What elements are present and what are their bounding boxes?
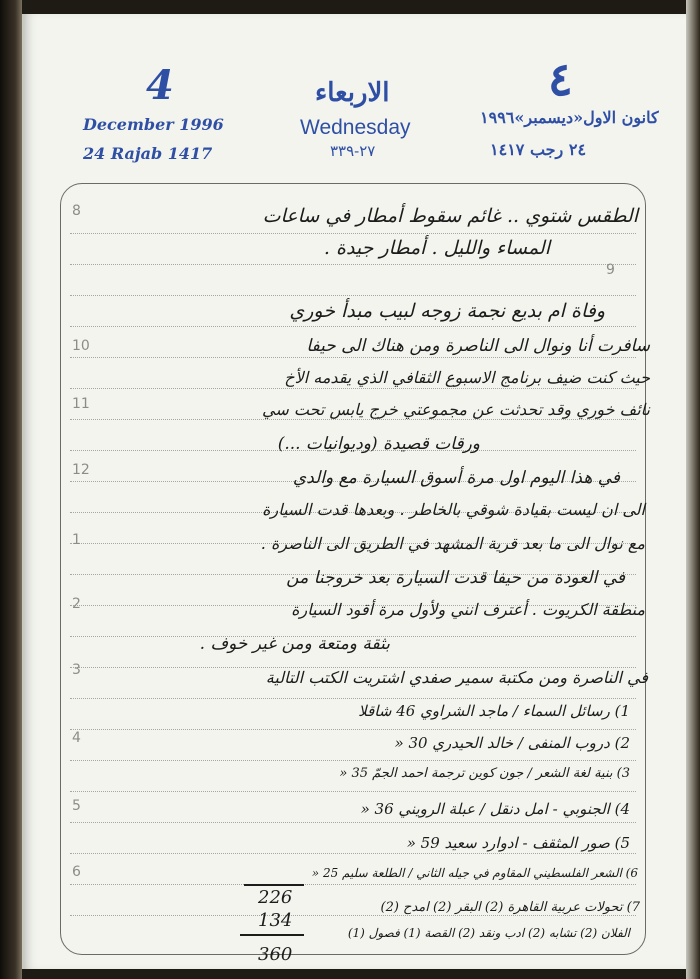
ruled-line [70, 853, 636, 854]
day-number: 4 [146, 62, 174, 109]
book-list-item: 1) رسائل السماء / ماجد الشراوي 46 شاقلا [358, 702, 630, 720]
handwritten-line: ورقات قصيدة (وديوانيات ...) [277, 434, 480, 454]
book-list-item: 5) صور المثقف - ادوارد سعيد 59 « [406, 834, 630, 852]
sum-underline [244, 884, 304, 886]
ruled-line [70, 419, 636, 420]
handwritten-line: بثقة ومتعة ومن غير خوف . [199, 634, 390, 654]
day-number-arabic: ٤ [548, 52, 573, 106]
book-list-item: 2) دروب المنفى / خالد الحيدري 30 « [394, 734, 630, 752]
subtotal-value: 226 [258, 887, 293, 908]
ruled-line [70, 760, 636, 761]
ruled-line [70, 791, 636, 792]
ruled-line [70, 233, 636, 234]
total-value: 360 [258, 944, 293, 965]
hour-label: 6 [72, 864, 81, 880]
book-list-item: 4) الجنوبي - امل دنقل / عبلة الرويني 36 « [360, 800, 630, 818]
book-list-item: الفلان (2) تشابه (2) ادب ونقد (2) القصة (1) فصول (1) [347, 926, 630, 940]
handwritten-line: منطقة الكريوت . أعترف انني ولأول مرة أقود السيارة [291, 600, 645, 619]
ruled-line [70, 915, 636, 916]
hour-label: 1 [72, 532, 81, 548]
ruled-line [70, 698, 636, 699]
hour-label: 12 [72, 462, 90, 478]
book-list-item: 3) بنية لغة الشعر / جون كوين ترجمة احمد الجمّ 35 « [339, 766, 630, 781]
handwritten-line: حيث كنت ضيف برنامج الاسبوع الثقافي الذي يقدمه الأخ [284, 368, 650, 387]
weekday-english: Wednesday [300, 116, 411, 139]
hour-label: 11 [72, 396, 90, 412]
hour-label: 5 [72, 798, 81, 814]
hour-label: 2 [72, 596, 81, 612]
handwritten-line: سافرت أنا ونوال الى الناصرة ومن هناك الى حيفا [306, 336, 650, 356]
handwritten-line: في الناصرة ومن مكتبة سمير صفدي اشتريت الكتب التالية [265, 668, 648, 687]
hijri-date-arabic: ٢٤ رجب ١٤١٧ [490, 140, 587, 159]
hour-label: 10 [72, 338, 90, 354]
handwritten-line: في هذا اليوم اول مرة أسوق السيارة مع والدي [292, 468, 620, 488]
book-binding-left [0, 0, 22, 979]
handwritten-line: المساء والليل . أمطار جيدة . [323, 237, 550, 259]
weekday-arabic: الاربعاء [315, 78, 390, 108]
ruled-line [70, 884, 636, 885]
ruled-line [70, 264, 636, 265]
handwritten-line: نائف خوري وقد تحدثت عن مجموعتي خرج يابس تحت سي [262, 400, 650, 419]
handwritten-line: مع نوال الى ما بعد قرية المشهد في الطريق الى الناصرة . [260, 534, 645, 553]
handwritten-line: الطقس شتوي .. غائم سقوط أمطار في ساعات [262, 205, 638, 227]
hour-label: 3 [72, 662, 81, 678]
gregorian-date: December 1996 [83, 115, 224, 134]
ruled-line [70, 388, 636, 389]
book-list-item: 7) تحولات عربية القاهرة (2) البقر (2) امدح (2) [380, 900, 640, 915]
ruled-line [70, 729, 636, 730]
total-underline [240, 934, 304, 936]
ruled-line [70, 357, 636, 358]
handwritten-line: الى ان ليست بقيادة شوقي بالخاطر . وبعدها قدت السيارة [262, 500, 645, 519]
book-edge-right [686, 0, 700, 979]
gregorian-date-arabic: كانون الاول«ديسمبر»١٩٩٦ [480, 108, 659, 127]
book-list-item: 6) الشعر الفلسطيني المقاوم في جيله الثاني / الطلعة سليم 25 « [311, 866, 638, 880]
ruled-line [70, 295, 636, 296]
handwritten-line: في العودة من حيفا قدت السيارة بعد خروجنا من [286, 568, 625, 588]
extra-value: 134 [258, 910, 293, 931]
ruled-line [70, 326, 636, 327]
handwritten-line: وفاة ام بديع نجمة زوجه لبيب مبدأ خوري [289, 300, 605, 322]
hour-label: 8 [72, 203, 81, 219]
hijri-date: 24 Rajab 1417 [83, 144, 213, 163]
day-of-year: ٢٧-٣٣٩ [330, 142, 376, 160]
hour-label: 4 [72, 730, 81, 746]
ruled-line [70, 822, 636, 823]
hour-label: 9 [606, 262, 615, 278]
